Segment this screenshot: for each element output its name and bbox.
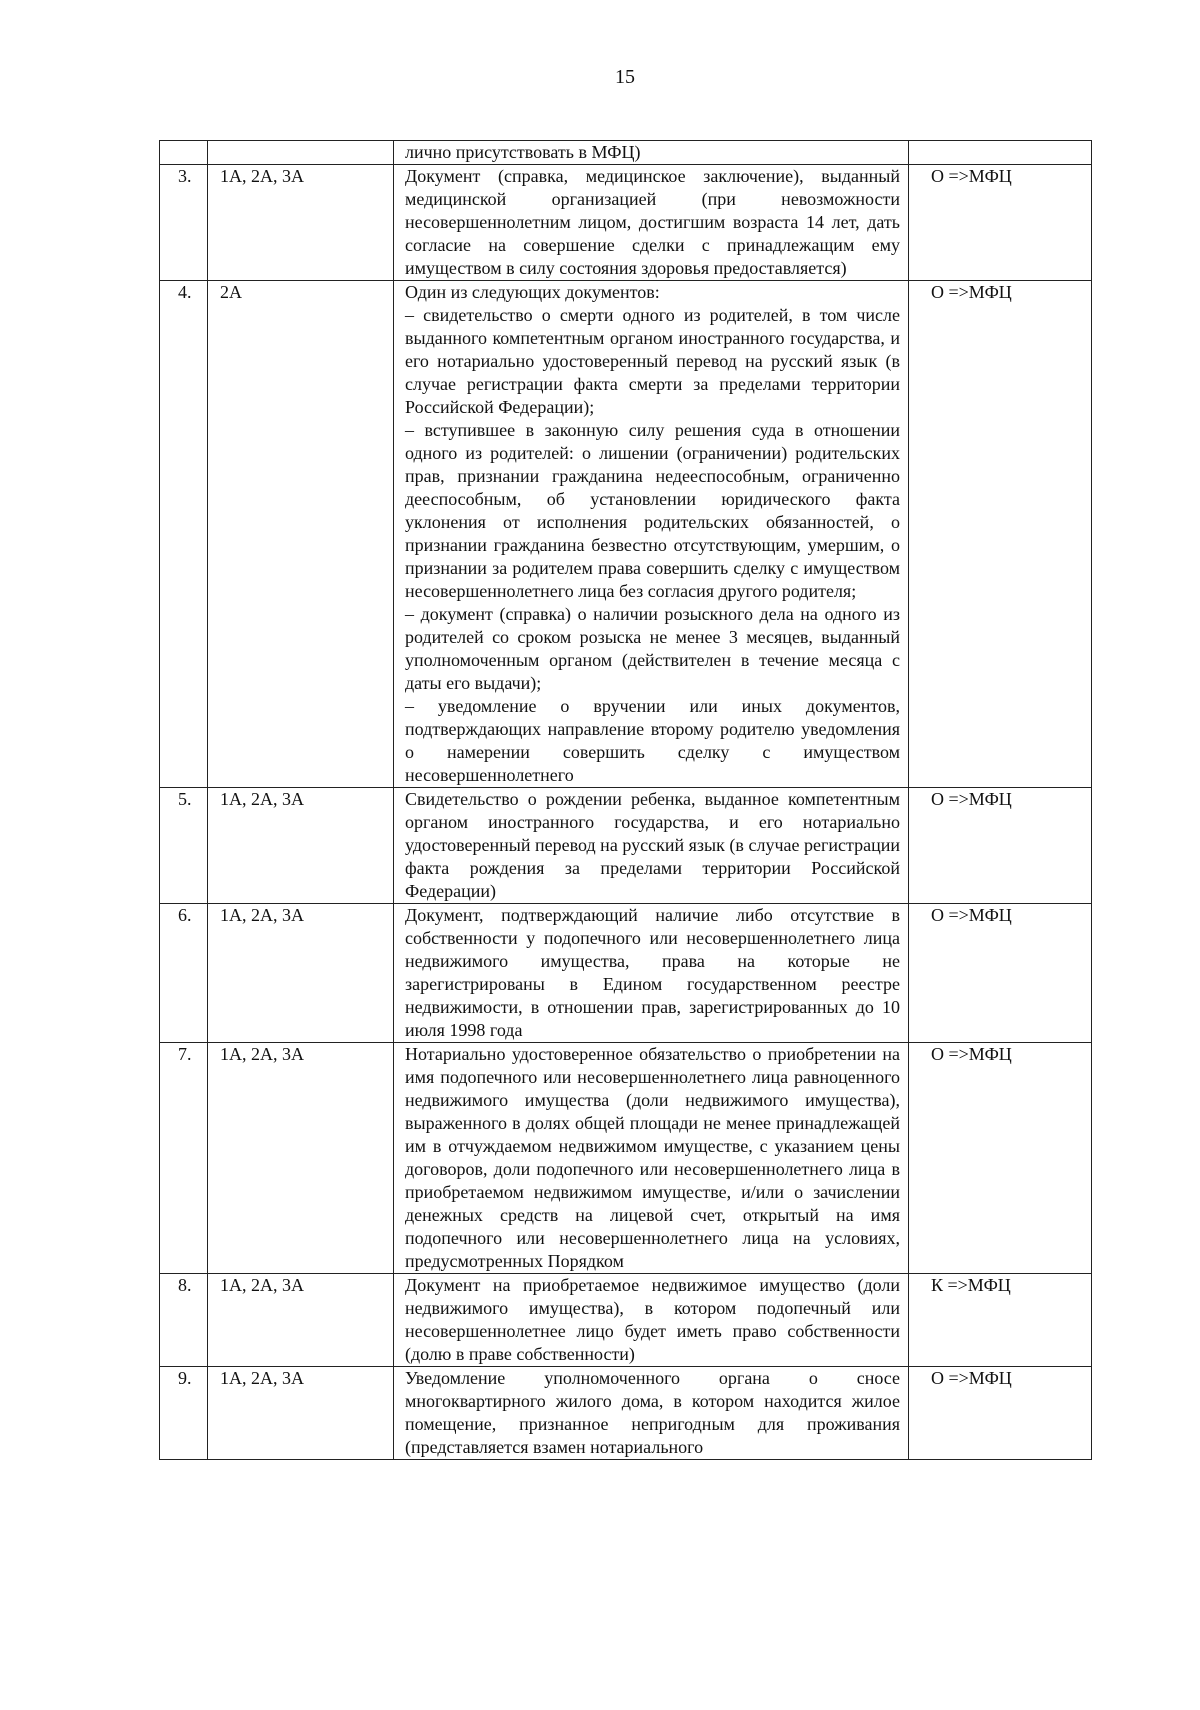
- submission-method: О =>МФЦ: [909, 788, 1092, 904]
- row-number: 4.: [160, 281, 208, 788]
- document-paragraph: – уведомление о вручении или иных документов, подтверждающих направление второму родителю уведомления о намерении совершить сделку с имуществом несовершеннолетнего: [405, 696, 900, 785]
- document-description: [394, 141, 909, 165]
- document-description: [394, 904, 909, 1043]
- document-paragraph: Документ на приобретаемое недвижимое имущество (доли недвижимого имущества), в котором подопечный или несовершеннолетнее лицо будет иметь право собственности (долю в праве собственности): [405, 1275, 900, 1364]
- table-row: [160, 1274, 1092, 1367]
- applicant-categories: 2А: [208, 281, 394, 788]
- submission-method: О =>МФЦ: [909, 1367, 1092, 1460]
- submission-method: [909, 141, 1092, 165]
- document-description: [394, 165, 909, 281]
- applicant-categories: 1А, 2А, 3А: [208, 1367, 394, 1460]
- table-row: [160, 904, 1092, 1043]
- document-description: [394, 1367, 909, 1460]
- document-description: [394, 788, 909, 904]
- table-row: [160, 788, 1092, 904]
- table-row: [160, 1043, 1092, 1274]
- document-paragraph: Один из следующих документов:: [405, 282, 660, 302]
- applicant-categories: [208, 141, 394, 165]
- submission-method: О =>МФЦ: [909, 165, 1092, 281]
- submission-method: О =>МФЦ: [909, 1043, 1092, 1274]
- page-number: 15: [615, 66, 635, 88]
- row-number: 6.: [160, 904, 208, 1043]
- row-number: 8.: [160, 1274, 208, 1367]
- submission-method: О =>МФЦ: [909, 281, 1092, 788]
- document-paragraph: Нотариально удостоверенное обязательство о приобретении на имя подопечного или несовершеннолетнего лица равноценного недвижимого имущества (доли недвижимого имущества), выраженного в долях общей площади не менее принадлежащей им в отчуждаемом недвижимом имуществе, с указанием цены договоров, доли подопечного или несовершеннолетнего лица в приобретаемом недвижимом имуществе, и/или о зачислении денежных средств на лицевой счет, открытый на имя подопечного или несовершеннолетнего лица на условиях, предусмотренных Порядком: [405, 1044, 900, 1271]
- document-paragraph: – вступившее в законную силу решения суда в отношении одного из родителей: о лишении (ограничении) родительских прав, признании гражданина недееспособным, ограниченно дееспособным, об установлении юридического факта уклонения от исполнения родительских обязанностей, о признании гражданина безвестно отсутствующим, умершим, о признании за родителем права совершить сделку с имуществом несовершеннолетнего лица без согласия другого родителя;: [405, 420, 900, 601]
- row-number: 9.: [160, 1367, 208, 1460]
- document-paragraph: Документ, подтверждающий наличие либо отсутствие в собственности у подопечного или несовершеннолетнего лица недвижимого имущества, права на которые не зарегистрированы в Едином государственном реестре недвижимости, в отношении прав, зарегистрированных до 10 июля 1998 года: [405, 905, 900, 1040]
- document-paragraph: – свидетельство о смерти одного из родителей, в том числе выданного компетентным органом иностранного государства, и его нотариально удостоверенный перевод на русский язык (в случае регистрации факта смерти за пределами территории Российской Федерации);: [405, 305, 900, 417]
- row-number: 5.: [160, 788, 208, 904]
- applicant-categories: 1А, 2А, 3А: [208, 904, 394, 1043]
- documents-table: [159, 140, 1092, 1460]
- applicant-categories: 1А, 2А, 3А: [208, 165, 394, 281]
- row-number: [160, 141, 208, 165]
- document-description: [394, 1043, 909, 1274]
- document-paragraph: Документ (справка, медицинское заключение), выданный медицинской организацией (при невозможности несовершеннолетним лицом, достигшим возраста 14 лет, дать согласие на совершение сделки с принадлежащим ему имуществом в силу состояния здоровья предоставляется): [405, 166, 900, 278]
- table-row: [160, 141, 1092, 165]
- applicant-categories: 1А, 2А, 3А: [208, 788, 394, 904]
- applicant-categories: 1А, 2А, 3А: [208, 1043, 394, 1274]
- row-number: 3.: [160, 165, 208, 281]
- document-paragraph: Уведомление уполномоченного органа о сносе многоквартирного жилого дома, в котором находится жилое помещение, признанное непригодным для проживания (представляется взамен нотариального: [405, 1368, 900, 1457]
- row-number: 7.: [160, 1043, 208, 1274]
- table-row: [160, 281, 1092, 788]
- table-row: [160, 165, 1092, 281]
- applicant-categories: 1А, 2А, 3А: [208, 1274, 394, 1367]
- document-paragraph: – документ (справка) о наличии розыскного дела на одного из родителей со сроком розыска не менее 3 месяцев, выданный уполномоченным органом (действителен в течение месяца с даты его выдачи);: [405, 604, 900, 693]
- documents-table-body: [160, 141, 1092, 1460]
- document-description: [394, 1274, 909, 1367]
- table-row: [160, 1367, 1092, 1460]
- document-description: [394, 281, 909, 788]
- submission-method: О =>МФЦ: [909, 904, 1092, 1043]
- document-paragraph: Свидетельство о рождении ребенка, выданное компетентным органом иностранного государства, и его нотариально удостоверенный перевод на русский язык (в случае регистрации факта рождения за пределами территории Российской Федерации): [405, 789, 900, 901]
- document-paragraph: лично присутствовать в МФЦ): [405, 142, 641, 162]
- submission-method: К =>МФЦ: [909, 1274, 1092, 1367]
